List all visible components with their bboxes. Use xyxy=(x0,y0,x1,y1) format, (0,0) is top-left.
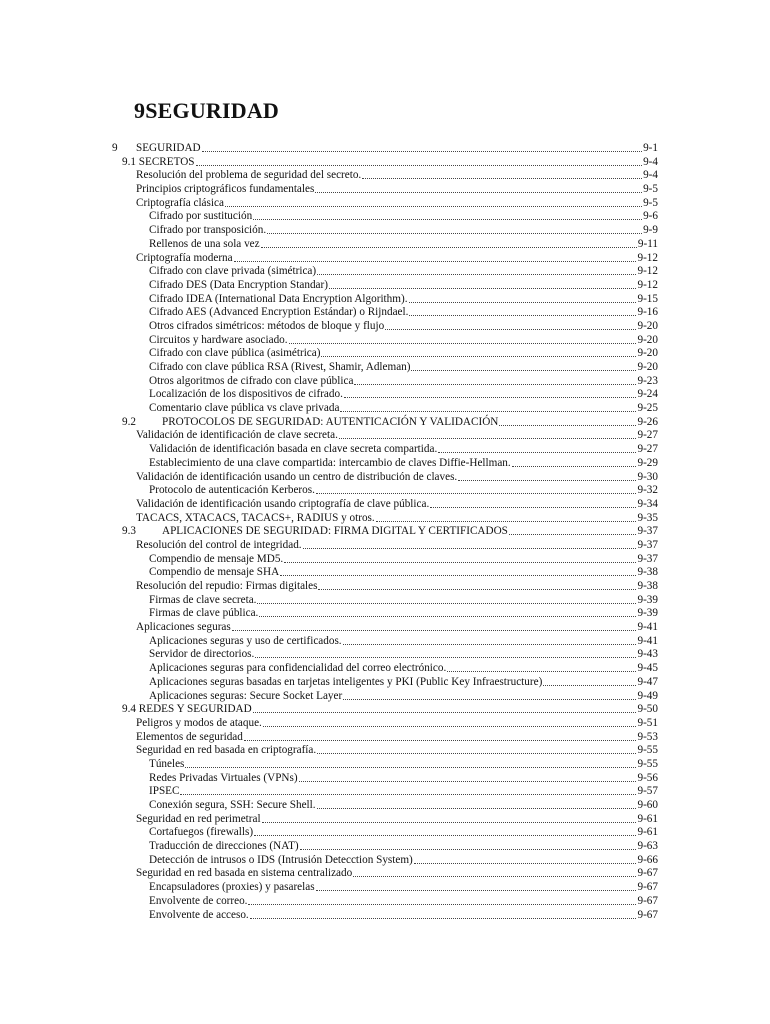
toc-dot-leader xyxy=(259,607,636,617)
toc-entry-label: Circuitos y hardware asociado. xyxy=(149,333,288,346)
toc-entry[interactable] xyxy=(0,635,770,649)
toc-entry[interactable] xyxy=(0,306,770,320)
toc-entry-row xyxy=(162,525,658,539)
toc-entry-row xyxy=(149,895,658,909)
toc-dot-leader xyxy=(447,662,636,672)
toc-entry[interactable] xyxy=(0,881,770,895)
toc-entry-row xyxy=(149,293,658,307)
toc-dot-leader xyxy=(196,156,643,166)
toc-entry[interactable] xyxy=(0,799,770,813)
toc-dot-leader xyxy=(255,648,636,658)
toc-entry-label: 9.4 REDES Y SEGURIDAD xyxy=(122,703,252,716)
toc-dot-leader xyxy=(414,854,637,864)
toc-entry-page: 9-67 xyxy=(637,908,658,921)
toc-dot-leader xyxy=(248,895,636,905)
toc-dot-leader xyxy=(385,320,636,330)
toc-dot-leader xyxy=(289,334,637,344)
toc-entry-label: Comentario clave pública vs clave privada xyxy=(149,402,340,415)
toc-entry-row xyxy=(149,826,658,840)
toc-entry-page: 9-37 xyxy=(637,538,658,551)
toc-entry-label: Validación de identificación usando un centro de distribución de claves. xyxy=(136,470,458,483)
toc-entry[interactable] xyxy=(0,539,770,553)
toc-entry[interactable] xyxy=(0,607,770,621)
toc-entry-label: PROTOCOLOS DE SEGURIDAD: AUTENTICACIÓN Y VALIDACIÓN xyxy=(162,415,499,428)
toc-entry[interactable] xyxy=(0,895,770,909)
toc-entry[interactable] xyxy=(0,758,770,772)
toc-entry-label: Firmas de clave secreta. xyxy=(149,593,257,606)
toc-entry[interactable] xyxy=(0,293,770,307)
toc-entry-row xyxy=(136,197,658,211)
toc-entry-label: Compendio de mensaje SHA xyxy=(149,566,280,579)
toc-entry-page: 9-61 xyxy=(637,826,658,839)
toc-entry-page: 9-23 xyxy=(637,374,658,387)
toc-entry[interactable] xyxy=(0,854,770,868)
toc-entry[interactable] xyxy=(0,662,770,676)
toc-entry-row xyxy=(149,594,658,608)
toc-entry-label: TACACS, XTACACS, TACACS+, RADIUS y otros. xyxy=(136,511,375,524)
toc-entry-row xyxy=(149,210,658,224)
toc-entry-page: 9-12 xyxy=(637,278,658,291)
toc-entry-label: Firmas de clave pública. xyxy=(149,607,259,620)
toc-entry[interactable] xyxy=(0,197,770,211)
toc-entry[interactable] xyxy=(0,279,770,293)
toc-entry[interactable] xyxy=(0,676,770,690)
toc-entry[interactable] xyxy=(0,361,770,375)
toc-dot-leader xyxy=(303,539,637,549)
toc-entry-row xyxy=(136,429,658,443)
toc-entry-label: Aplicaciones seguras: Secure Socket Layer xyxy=(149,689,343,702)
toc-entry-row xyxy=(136,867,658,881)
toc-entry-label: Aplicaciones seguras basadas en tarjetas inteligentes y PKI (Public Key Infraestructure) xyxy=(149,675,543,688)
toc-dot-leader xyxy=(317,799,637,809)
toc-entry-label: Resolución del problema de seguridad del secreto. xyxy=(136,169,362,182)
toc-entry-row xyxy=(149,909,658,923)
toc-dot-leader xyxy=(499,416,636,426)
toc-dot-leader xyxy=(262,813,637,823)
toc-entry-row xyxy=(149,772,658,786)
toc-entry-label: Otros cifrados simétricos: métodos de bloque y flujo xyxy=(149,319,385,332)
toc-entry-label: Establecimiento de una clave compartida: intercambio de claves Diffie-Hellman. xyxy=(149,456,511,469)
toc-entry[interactable] xyxy=(0,238,770,252)
toc-entry-page: 9-50 xyxy=(637,703,658,716)
toc-entry-page: 9-27 xyxy=(637,429,658,442)
toc-dot-leader xyxy=(409,306,636,316)
toc-entry-label: IPSEC xyxy=(149,785,180,798)
toc-dot-leader xyxy=(267,224,642,234)
toc-entry-label: Cifrado con clave privada (simétrica) xyxy=(149,265,317,278)
toc-entry-row xyxy=(136,580,658,594)
toc-entry-label: Envolvente de correo. xyxy=(149,894,248,907)
toc-entry-page: 9-60 xyxy=(637,799,658,811)
toc-entry-row xyxy=(149,347,658,361)
toc-entry-row xyxy=(136,142,658,156)
toc-entry[interactable] xyxy=(0,347,770,361)
toc-entry-page: 9-56 xyxy=(637,771,658,784)
toc-dot-leader xyxy=(509,525,637,535)
toc-entry-label: Cifrado con clave pública (asimétrica) xyxy=(149,347,321,360)
toc-entry-page: 9-39 xyxy=(637,607,658,620)
toc-entry-label: Resolución del control de integridad. xyxy=(136,538,302,551)
toc-entry-row xyxy=(149,334,658,348)
toc-entry[interactable] xyxy=(0,388,770,402)
toc-dot-leader xyxy=(225,197,642,207)
toc-entry-page: 9-63 xyxy=(637,840,658,853)
toc-entry-page: 9-66 xyxy=(637,853,658,866)
toc-entry-label: Túneles xyxy=(149,757,185,770)
toc-dot-leader xyxy=(232,621,637,631)
toc-entry-page: 9-38 xyxy=(637,566,658,579)
toc-entry[interactable] xyxy=(0,772,770,786)
toc-entry-page: 9-67 xyxy=(637,894,658,907)
toc-entry[interactable] xyxy=(0,813,770,827)
table-of-contents xyxy=(0,142,770,922)
toc-entry-row xyxy=(149,375,658,389)
toc-entry-row xyxy=(136,744,658,758)
toc-entry-row xyxy=(149,306,658,320)
toc-entry-page: 9-15 xyxy=(637,292,658,305)
toc-entry-label: Servidor de directorios. xyxy=(149,648,255,661)
toc-entry-row xyxy=(149,457,658,471)
toc-dot-leader xyxy=(344,388,637,398)
toc-entry-row xyxy=(149,676,658,690)
toc-entry-row xyxy=(136,512,658,526)
toc-entry-label: Validación de identificación basada en clave secreta compartida. xyxy=(149,443,438,456)
toc-entry-number: 9.2 xyxy=(122,415,136,428)
toc-entry-page: 9-20 xyxy=(637,361,658,373)
toc-entry-row xyxy=(136,717,658,731)
toc-entry-row xyxy=(149,402,658,416)
toc-entry[interactable] xyxy=(0,334,770,348)
toc-dot-leader xyxy=(376,512,637,522)
toc-entry-label: Cifrado AES (Advanced Encryption Estándar) o Rijndael. xyxy=(149,306,409,319)
toc-entry-row xyxy=(149,648,658,662)
toc-entry-row xyxy=(149,881,658,895)
toc-entry-page: 9-43 xyxy=(637,648,658,661)
toc-entry-page: 9-41 xyxy=(637,634,658,647)
toc-entry-label: Envolvente de acceso. xyxy=(149,908,249,921)
toc-entry-row xyxy=(149,361,658,375)
toc-entry-label: Seguridad en red basada en sistema centralizado xyxy=(136,867,353,880)
toc-entry-row xyxy=(149,484,658,498)
toc-entry-row xyxy=(149,854,658,868)
toc-entry-page: 9-37 xyxy=(637,552,658,565)
toc-entry-row xyxy=(136,813,658,827)
toc-dot-leader xyxy=(253,703,637,713)
toc-entry-row xyxy=(149,443,658,457)
toc-entry[interactable] xyxy=(0,703,770,717)
toc-entry-label: Cortafuegos (firewalls) xyxy=(149,826,254,839)
toc-entry-row xyxy=(149,607,658,621)
toc-entry-page: 9-34 xyxy=(637,497,658,510)
toc-entry[interactable] xyxy=(0,840,770,854)
toc-entry-page: 9-45 xyxy=(637,662,658,675)
toc-dot-leader xyxy=(180,785,636,795)
toc-entry-label: Validación de identificación de clave secreta. xyxy=(136,429,338,442)
toc-entry-page: 9-67 xyxy=(637,881,658,894)
toc-entry-label: Seguridad en red perimetral xyxy=(136,812,261,825)
toc-entry[interactable] xyxy=(0,169,770,183)
toc-dot-leader xyxy=(343,690,636,700)
toc-entry[interactable] xyxy=(0,375,770,389)
toc-entry[interactable] xyxy=(0,142,770,156)
toc-entry-page: 9-6 xyxy=(643,210,658,223)
toc-dot-leader xyxy=(318,580,636,590)
toc-dot-leader xyxy=(315,183,642,193)
toc-entry-page: 9-32 xyxy=(637,484,658,497)
toc-entry[interactable] xyxy=(0,484,770,498)
toc-entry-row xyxy=(136,539,658,553)
toc-dot-leader xyxy=(329,279,637,289)
toc-entry-page: 9-57 xyxy=(637,785,658,798)
toc-entry-row xyxy=(122,703,658,717)
toc-dot-leader xyxy=(316,484,637,494)
toc-entry-page: 9-12 xyxy=(637,265,658,278)
toc-entry[interactable] xyxy=(0,429,770,443)
toc-entry-page: 9-20 xyxy=(637,333,658,346)
toc-entry-row xyxy=(162,416,658,430)
toc-entry-page: 9-55 xyxy=(637,744,658,757)
toc-dot-leader xyxy=(234,252,637,262)
toc-entry-row xyxy=(149,758,658,772)
toc-entry-page: 9-41 xyxy=(637,621,658,634)
toc-entry[interactable] xyxy=(0,443,770,457)
toc-entry-label: Criptografía clásica xyxy=(136,196,224,209)
toc-entry[interactable] xyxy=(0,210,770,224)
toc-entry-label: Protocolo de autenticación Kerberos. xyxy=(149,484,315,497)
toc-entry[interactable] xyxy=(0,553,770,567)
toc-entry-page: 9-35 xyxy=(637,511,658,524)
toc-entry-page: 9-12 xyxy=(637,251,658,264)
toc-entry[interactable] xyxy=(0,717,770,731)
toc-entry-label: Aplicaciones seguras y uso de certificados. xyxy=(149,634,342,647)
toc-entry-label: Aplicaciones seguras xyxy=(136,621,231,634)
toc-entry-number: 9 xyxy=(112,142,118,154)
toc-dot-leader xyxy=(430,498,636,508)
toc-dot-leader xyxy=(244,731,637,741)
toc-entry-row xyxy=(149,840,658,854)
toc-entry-page: 9-37 xyxy=(637,525,658,538)
toc-entry-row xyxy=(136,169,658,183)
toc-entry[interactable] xyxy=(0,826,770,840)
toc-entry[interactable] xyxy=(0,416,770,430)
toc-dot-leader xyxy=(321,347,636,357)
toc-entry-label: Aplicaciones seguras para confidencialidad del correo electrónico. xyxy=(149,662,447,675)
toc-entry[interactable] xyxy=(0,580,770,594)
toc-entry[interactable] xyxy=(0,731,770,745)
toc-entry-page: 9-5 xyxy=(643,196,658,209)
toc-dot-leader xyxy=(280,566,636,576)
toc-entry[interactable] xyxy=(0,183,770,197)
toc-entry-page: 9-53 xyxy=(637,730,658,743)
toc-entry[interactable] xyxy=(0,224,770,238)
toc-entry-label: Otros algoritmos de cifrado con clave pública xyxy=(149,374,354,387)
toc-entry-label: Encapsuladores (proxies) y pasarelas xyxy=(149,881,315,894)
toc-dot-leader xyxy=(339,429,637,439)
toc-entry-row xyxy=(136,498,658,512)
toc-entry-page: 9-67 xyxy=(637,867,658,880)
toc-entry-label: Cifrado por sustitución xyxy=(149,210,253,223)
toc-dot-leader xyxy=(543,676,636,686)
toc-entry-label: Cifrado por transposición. xyxy=(149,224,267,237)
toc-dot-leader xyxy=(284,553,636,563)
toc-entry-page: 9-5 xyxy=(643,183,658,196)
toc-entry[interactable] xyxy=(0,690,770,704)
toc-entry-label: Traducción de direcciones (NAT) xyxy=(149,840,299,853)
toc-entry-row xyxy=(149,635,658,649)
toc-entry[interactable] xyxy=(0,785,770,799)
toc-entry-label: Principios criptográficos fundamentales xyxy=(136,183,315,196)
toc-entry[interactable] xyxy=(0,909,770,923)
toc-entry[interactable] xyxy=(0,525,770,539)
toc-dot-leader xyxy=(411,361,636,371)
toc-entry-number: 9.3 xyxy=(122,525,136,538)
toc-entry[interactable] xyxy=(0,594,770,608)
toc-entry-label: Cifrado IDEA (International Data Encryption Algorithm). xyxy=(149,292,408,305)
toc-dot-leader xyxy=(512,457,637,467)
toc-entry-page: 9-26 xyxy=(637,415,658,428)
toc-entry-label: Rellenos de una sola vez xyxy=(149,237,260,250)
toc-entry-page: 9-25 xyxy=(637,402,658,415)
toc-entry-page: 9-20 xyxy=(637,319,658,332)
toc-entry-label: Criptografía moderna xyxy=(136,251,233,264)
toc-entry-row xyxy=(149,785,658,799)
toc-dot-leader xyxy=(300,840,637,850)
toc-entry-page: 9-27 xyxy=(637,443,658,456)
toc-entry-label: Cifrado DES (Data Encryption Standar) xyxy=(149,278,328,291)
toc-entry-label: Resolución del repudio: Firmas digitales xyxy=(136,580,318,592)
toc-dot-leader xyxy=(317,744,636,754)
toc-entry[interactable] xyxy=(0,867,770,881)
toc-entry-row xyxy=(149,553,658,567)
toc-entry-label: Validación de identificación usando criptografía de clave pública. xyxy=(136,497,430,510)
toc-entry-page: 9-1 xyxy=(643,142,658,154)
toc-dot-leader xyxy=(202,142,642,152)
toc-entry-page: 9-20 xyxy=(637,347,658,360)
toc-dot-leader xyxy=(254,826,636,836)
toc-dot-leader xyxy=(409,293,637,303)
toc-entry-page: 9-9 xyxy=(643,224,658,237)
toc-entry[interactable] xyxy=(0,566,770,580)
toc-dot-leader xyxy=(438,443,636,453)
toc-entry-label: Cifrado con clave pública RSA (Rivest, Shamir, Adleman) xyxy=(149,361,411,373)
toc-entry-label: Peligros y modos de ataque. xyxy=(136,716,262,729)
toc-entry-label: Detección de intrusos o IDS (Intrusión Detecction System) xyxy=(149,853,413,866)
toc-dot-leader xyxy=(340,402,636,412)
toc-entry-label: Redes Privadas Virtuales (VPNs) xyxy=(149,771,298,784)
toc-entry-label: Localización de los dispositivos de cifrado. xyxy=(149,388,343,401)
toc-entry[interactable] xyxy=(0,252,770,266)
toc-entry[interactable] xyxy=(0,498,770,512)
toc-entry-row xyxy=(149,238,658,252)
toc-entry[interactable] xyxy=(0,648,770,662)
toc-entry[interactable] xyxy=(0,457,770,471)
toc-entry-row xyxy=(149,799,658,813)
toc-entry-row xyxy=(149,265,658,279)
toc-entry[interactable] xyxy=(0,471,770,485)
toc-dot-leader xyxy=(185,758,636,768)
toc-entry-label: SEGURIDAD xyxy=(136,142,201,154)
toc-entry-page: 9-11 xyxy=(637,237,658,250)
toc-entry-row xyxy=(149,690,658,704)
page-title: 9SEGURIDAD xyxy=(134,98,280,123)
toc-entry-page: 9-30 xyxy=(637,470,658,483)
toc-dot-leader xyxy=(253,210,642,220)
toc-dot-leader xyxy=(299,772,637,782)
toc-entry-row xyxy=(149,662,658,676)
toc-dot-leader xyxy=(343,635,637,645)
toc-entry-label: 9.1 SECRETOS xyxy=(122,155,195,168)
toc-entry-label: Compendio de mensaje MD5. xyxy=(149,552,284,565)
toc-dot-leader xyxy=(354,375,636,385)
toc-entry-row xyxy=(122,156,658,170)
toc-entry-row xyxy=(149,279,658,293)
toc-entry[interactable] xyxy=(0,744,770,758)
toc-entry-row xyxy=(136,621,658,635)
toc-entry-row xyxy=(136,252,658,266)
toc-entry-row xyxy=(136,731,658,745)
toc-dot-leader xyxy=(263,717,637,727)
toc-entry-row xyxy=(136,471,658,485)
toc-dot-leader xyxy=(353,867,636,877)
toc-entry-page: 9-24 xyxy=(637,388,658,401)
toc-entry-row xyxy=(149,320,658,334)
toc-entry-page: 9-47 xyxy=(637,675,658,688)
toc-dot-leader xyxy=(317,265,636,275)
toc-entry-page: 9-49 xyxy=(637,689,658,702)
toc-entry[interactable] xyxy=(0,512,770,526)
toc-entry-page: 9-61 xyxy=(637,812,658,825)
toc-entry-row xyxy=(149,566,658,580)
toc-entry[interactable] xyxy=(0,402,770,416)
toc-dot-leader xyxy=(458,471,636,481)
toc-entry-page: 9-4 xyxy=(643,169,658,182)
toc-entry-page: 9-16 xyxy=(637,306,658,319)
toc-entry-page: 9-4 xyxy=(643,155,658,168)
toc-entry-row xyxy=(149,388,658,402)
toc-entry-page: 9-51 xyxy=(637,716,658,729)
toc-entry-page: 9-38 xyxy=(637,580,658,592)
toc-entry-row xyxy=(136,183,658,197)
toc-entry-label: APLICACIONES DE SEGURIDAD: FIRMA DIGITAL Y CERTIFICADOS xyxy=(162,525,508,538)
toc-entry-page: 9-39 xyxy=(637,593,658,606)
toc-entry[interactable] xyxy=(0,621,770,635)
toc-dot-leader xyxy=(362,169,642,179)
toc-dot-leader xyxy=(257,594,636,604)
toc-dot-leader xyxy=(250,909,637,919)
toc-entry-label: Seguridad en red basada en criptografía. xyxy=(136,744,317,757)
toc-entry[interactable] xyxy=(0,156,770,170)
toc-entry[interactable] xyxy=(0,320,770,334)
toc-entry-label: Elementos de seguridad xyxy=(136,730,243,743)
toc-dot-leader xyxy=(261,238,637,248)
toc-entry-label: Conexión segura, SSH: Secure Shell. xyxy=(149,799,316,811)
toc-entry[interactable] xyxy=(0,265,770,279)
toc-entry-page: 9-29 xyxy=(637,456,658,469)
toc-entry-page: 9-55 xyxy=(637,757,658,770)
toc-entry-row xyxy=(149,224,658,238)
toc-dot-leader xyxy=(316,881,637,891)
